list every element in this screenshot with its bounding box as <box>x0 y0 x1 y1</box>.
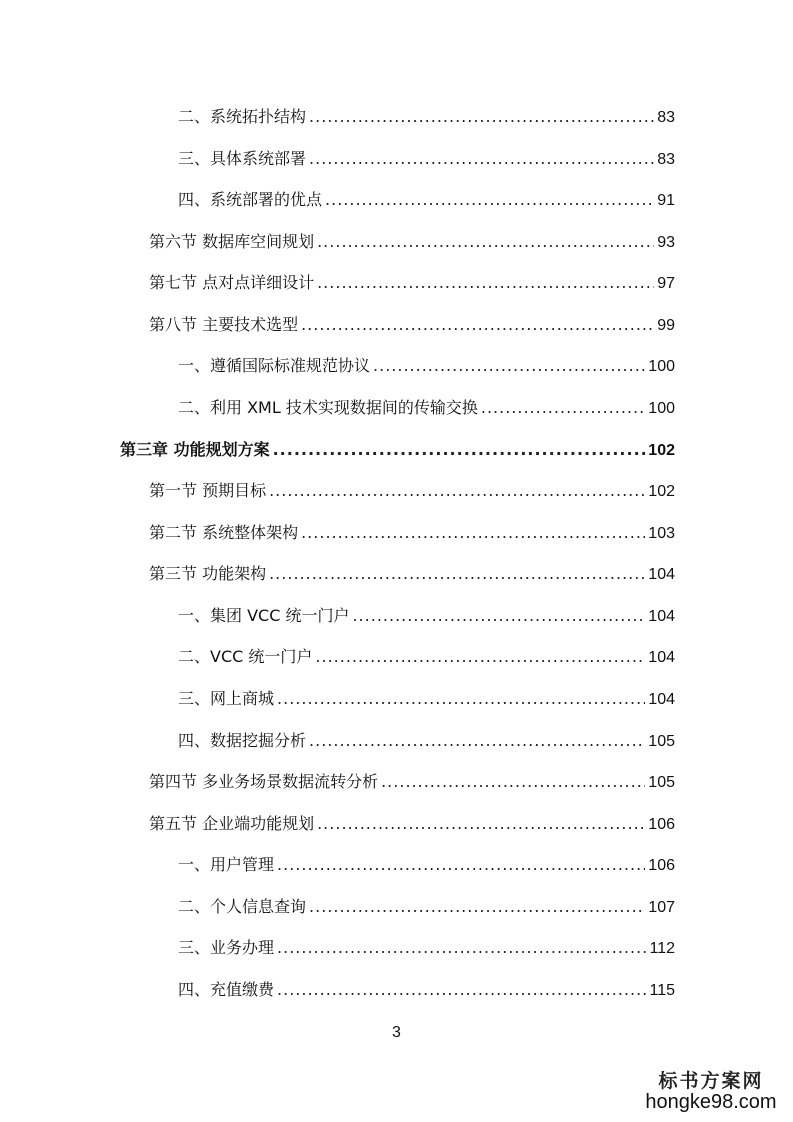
dot-leader <box>273 440 646 460</box>
toc-entry-page: 93 <box>657 234 675 251</box>
toc-entry[interactable] <box>149 814 675 835</box>
dot-leader <box>315 647 645 667</box>
toc-entry[interactable] <box>178 689 675 710</box>
toc-entry-page: 91 <box>657 192 675 209</box>
toc-entry[interactable] <box>178 855 675 876</box>
toc-entry-title: 第七节 点对点详细设计 <box>149 273 315 292</box>
toc-entry-page: 107 <box>648 899 675 916</box>
dot-leader <box>381 772 645 792</box>
dot-leader <box>309 149 654 169</box>
toc-entry-title: 二、VCC 统一门户 <box>178 647 313 666</box>
dot-leader <box>309 731 645 751</box>
toc-entry-page: 106 <box>648 816 675 833</box>
toc-entry-page: 99 <box>657 317 675 334</box>
toc-entry[interactable] <box>149 564 675 585</box>
toc-entry-title: 第六节 数据库空间规划 <box>149 232 315 251</box>
toc-entry[interactable] <box>178 107 675 128</box>
toc-entry[interactable] <box>149 232 675 253</box>
toc-entry-page: 105 <box>648 774 675 791</box>
dot-leader <box>301 315 654 335</box>
dot-leader <box>352 606 645 626</box>
toc-entry[interactable] <box>178 190 675 211</box>
dot-leader <box>277 980 646 1000</box>
toc-entry-page: 104 <box>648 566 675 583</box>
toc-entry-title: 第二节 系统整体架构 <box>149 523 299 542</box>
toc-entry-page: 83 <box>657 109 675 126</box>
toc-entry-title: 二、个人信息查询 <box>178 897 307 916</box>
dot-leader <box>373 356 645 376</box>
toc-entry-title: 三、业务办理 <box>178 938 275 957</box>
toc-entry-page: 97 <box>657 275 675 292</box>
toc-entry[interactable] <box>149 315 675 336</box>
toc-entry-title: 第一节 预期目标 <box>149 481 267 500</box>
toc-entry-title: 四、充值缴费 <box>178 980 275 999</box>
dot-leader <box>269 564 645 584</box>
toc-entry[interactable] <box>149 481 675 502</box>
toc-entry-page: 104 <box>648 691 675 708</box>
toc-entry-page: 102 <box>648 483 675 500</box>
toc-entry-title: 一、遵循国际标准规范协议 <box>178 356 371 375</box>
toc-entry-title: 一、用户管理 <box>178 855 275 874</box>
dot-leader <box>301 523 645 543</box>
toc-entry[interactable] <box>178 149 675 170</box>
toc-entry[interactable] <box>178 356 675 377</box>
toc-entry[interactable] <box>178 938 675 959</box>
toc-entry-page: 103 <box>648 525 675 542</box>
toc-entry[interactable] <box>178 897 675 918</box>
dot-leader <box>317 814 645 834</box>
toc-entry-title: 三、网上商城 <box>178 689 275 708</box>
toc-entry-page: 112 <box>649 940 675 957</box>
toc-entry-page: 104 <box>648 608 675 625</box>
toc-entry-title: 第五节 企业端功能规划 <box>149 814 315 833</box>
toc-entry-title: 第八节 主要技术选型 <box>149 315 299 334</box>
toc-entry-page: 102 <box>648 442 675 459</box>
toc-entry[interactable] <box>178 606 675 627</box>
dot-leader <box>277 689 645 709</box>
site-watermark <box>641 1066 781 1114</box>
toc-entry[interactable] <box>149 273 675 294</box>
dot-leader <box>277 938 646 958</box>
toc-entry-title: 二、系统拓扑结构 <box>178 107 307 126</box>
toc-entry-title: 一、集团 VCC 统一门户 <box>178 606 350 625</box>
toc-entry-page: 105 <box>648 733 675 750</box>
toc-entry-title: 四、数据挖掘分析 <box>178 731 307 750</box>
dot-leader <box>269 481 645 501</box>
toc-entry-page: 100 <box>648 358 675 375</box>
toc-entry-title: 第四节 多业务场景数据流转分析 <box>149 772 379 791</box>
toc-entry[interactable] <box>178 980 675 1001</box>
toc-entry-page: 100 <box>648 400 675 417</box>
toc-entry-page: 106 <box>648 857 675 874</box>
dot-leader <box>309 107 654 127</box>
toc-entry[interactable] <box>149 772 675 793</box>
toc-entry-page: 104 <box>648 649 675 666</box>
dot-leader <box>309 897 645 917</box>
toc-entry-title: 三、具体系统部署 <box>178 149 307 168</box>
page-number: 3 <box>392 1024 401 1041</box>
toc-entry-page: 83 <box>657 151 675 168</box>
toc-entry[interactable] <box>178 647 675 668</box>
toc-entry-title: 四、系统部署的优点 <box>178 190 323 209</box>
dot-leader <box>317 273 654 293</box>
toc-entry[interactable] <box>149 523 675 544</box>
toc-entry-title: 第三节 功能架构 <box>149 564 267 583</box>
dot-leader <box>481 398 645 418</box>
dot-leader <box>277 855 645 875</box>
watermark-title: 标书方案网 <box>658 1070 764 1092</box>
toc-entry-chapter[interactable] <box>120 440 675 461</box>
dot-leader <box>317 232 654 252</box>
toc-entry-title: 二、利用 XML 技术实现数据间的传输交换 <box>178 398 478 417</box>
dot-leader <box>325 190 654 210</box>
watermark-url: hongke98.com <box>645 1091 777 1113</box>
toc-entry-page: 115 <box>649 982 675 999</box>
toc-entry-title: 第三章 功能规划方案 <box>120 440 270 459</box>
toc-entry[interactable] <box>178 731 675 752</box>
toc-entry[interactable] <box>178 398 675 419</box>
